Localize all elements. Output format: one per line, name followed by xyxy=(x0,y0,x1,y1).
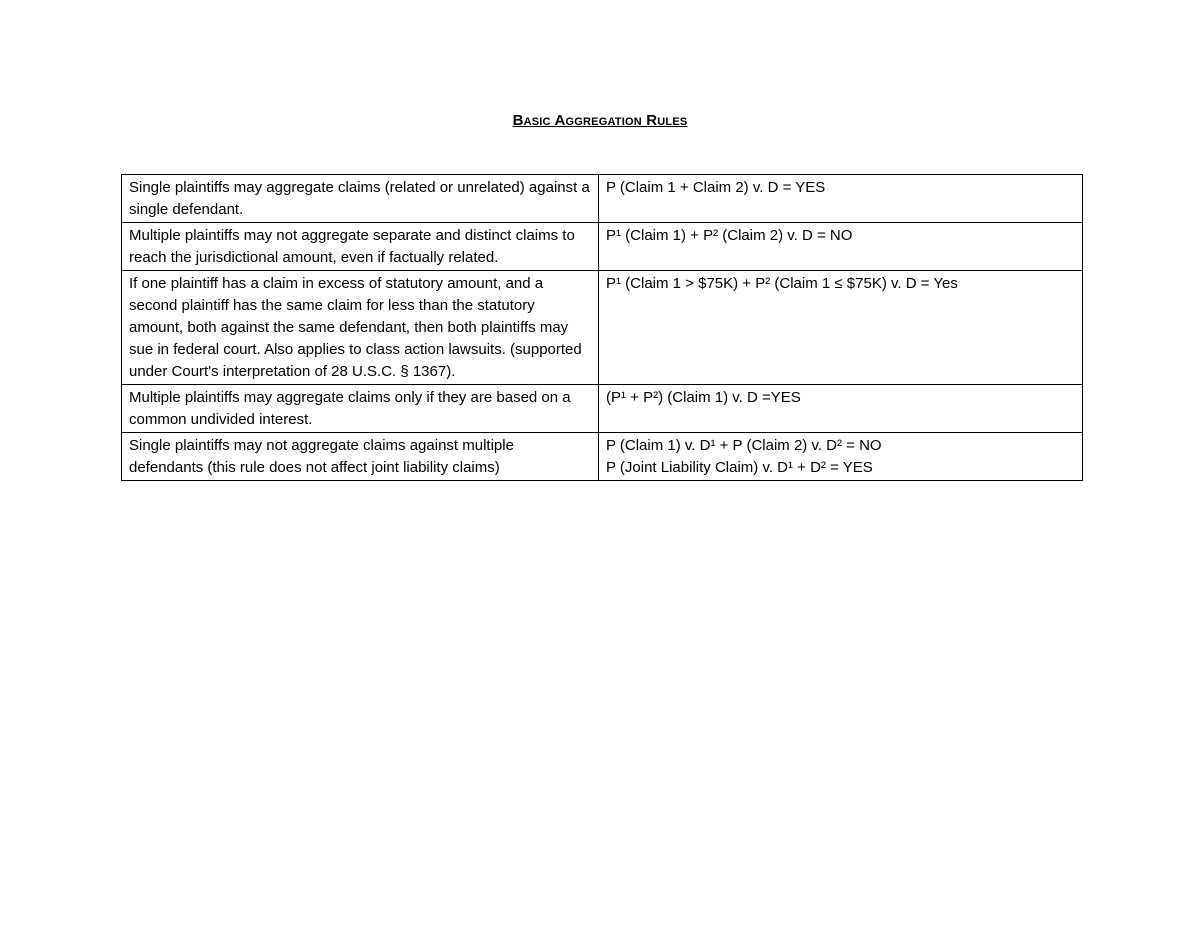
formula-line: P (Claim 1 + Claim 2) v. D = YES xyxy=(606,179,826,196)
rule-cell: If one plaintiff has a claim in excess of statutory amount, and a second plaintiff has the same claim for less than the statutory amount, both against the same defendant, then both plaintiffs may sue in federal court. Also applies to class action lawsuits. (supported under Court's interpretation of 28 U.S.C. § 1367). xyxy=(122,271,599,385)
formula-cell xyxy=(599,271,1083,385)
formula-cell xyxy=(599,175,1083,223)
formula-cell xyxy=(599,223,1083,271)
aggregation-rules-table xyxy=(121,174,1083,481)
formula-line: P (Claim 1) v. D¹ + P (Claim 2) v. D² = NO xyxy=(606,437,882,454)
table-row xyxy=(122,433,1083,481)
rule-cell: Multiple plaintiffs may aggregate claims only if they are based on a common undivided interest. xyxy=(122,385,599,433)
page-title: Basic Aggregation Rules xyxy=(512,112,688,129)
formula-line: P¹ (Claim 1) + P² (Claim 2) v. D = NO xyxy=(606,227,853,244)
formula-line: (P¹ + P²) (Claim 1) v. D =YES xyxy=(606,389,801,406)
formula-cell xyxy=(599,433,1083,481)
table-row xyxy=(122,385,1083,433)
rule-cell: Multiple plaintiffs may not aggregate separate and distinct claims to reach the jurisdictional amount, even if factually related. xyxy=(122,223,599,271)
table-row xyxy=(122,271,1083,385)
rule-cell: Single plaintiffs may aggregate claims (related or unrelated) against a single defendant. xyxy=(122,175,599,223)
table-row xyxy=(122,223,1083,271)
formula-cell xyxy=(599,385,1083,433)
formula-line: P¹ (Claim 1 > $75K) + P² (Claim 1 ≤ $75K) v. D = Yes xyxy=(606,275,958,292)
table-row xyxy=(122,175,1083,223)
rule-cell: Single plaintiffs may not aggregate claims against multiple defendants (this rule does not affect joint liability claims) xyxy=(122,433,599,481)
formula-line: P (Joint Liability Claim) v. D¹ + D² = YES xyxy=(606,459,873,476)
